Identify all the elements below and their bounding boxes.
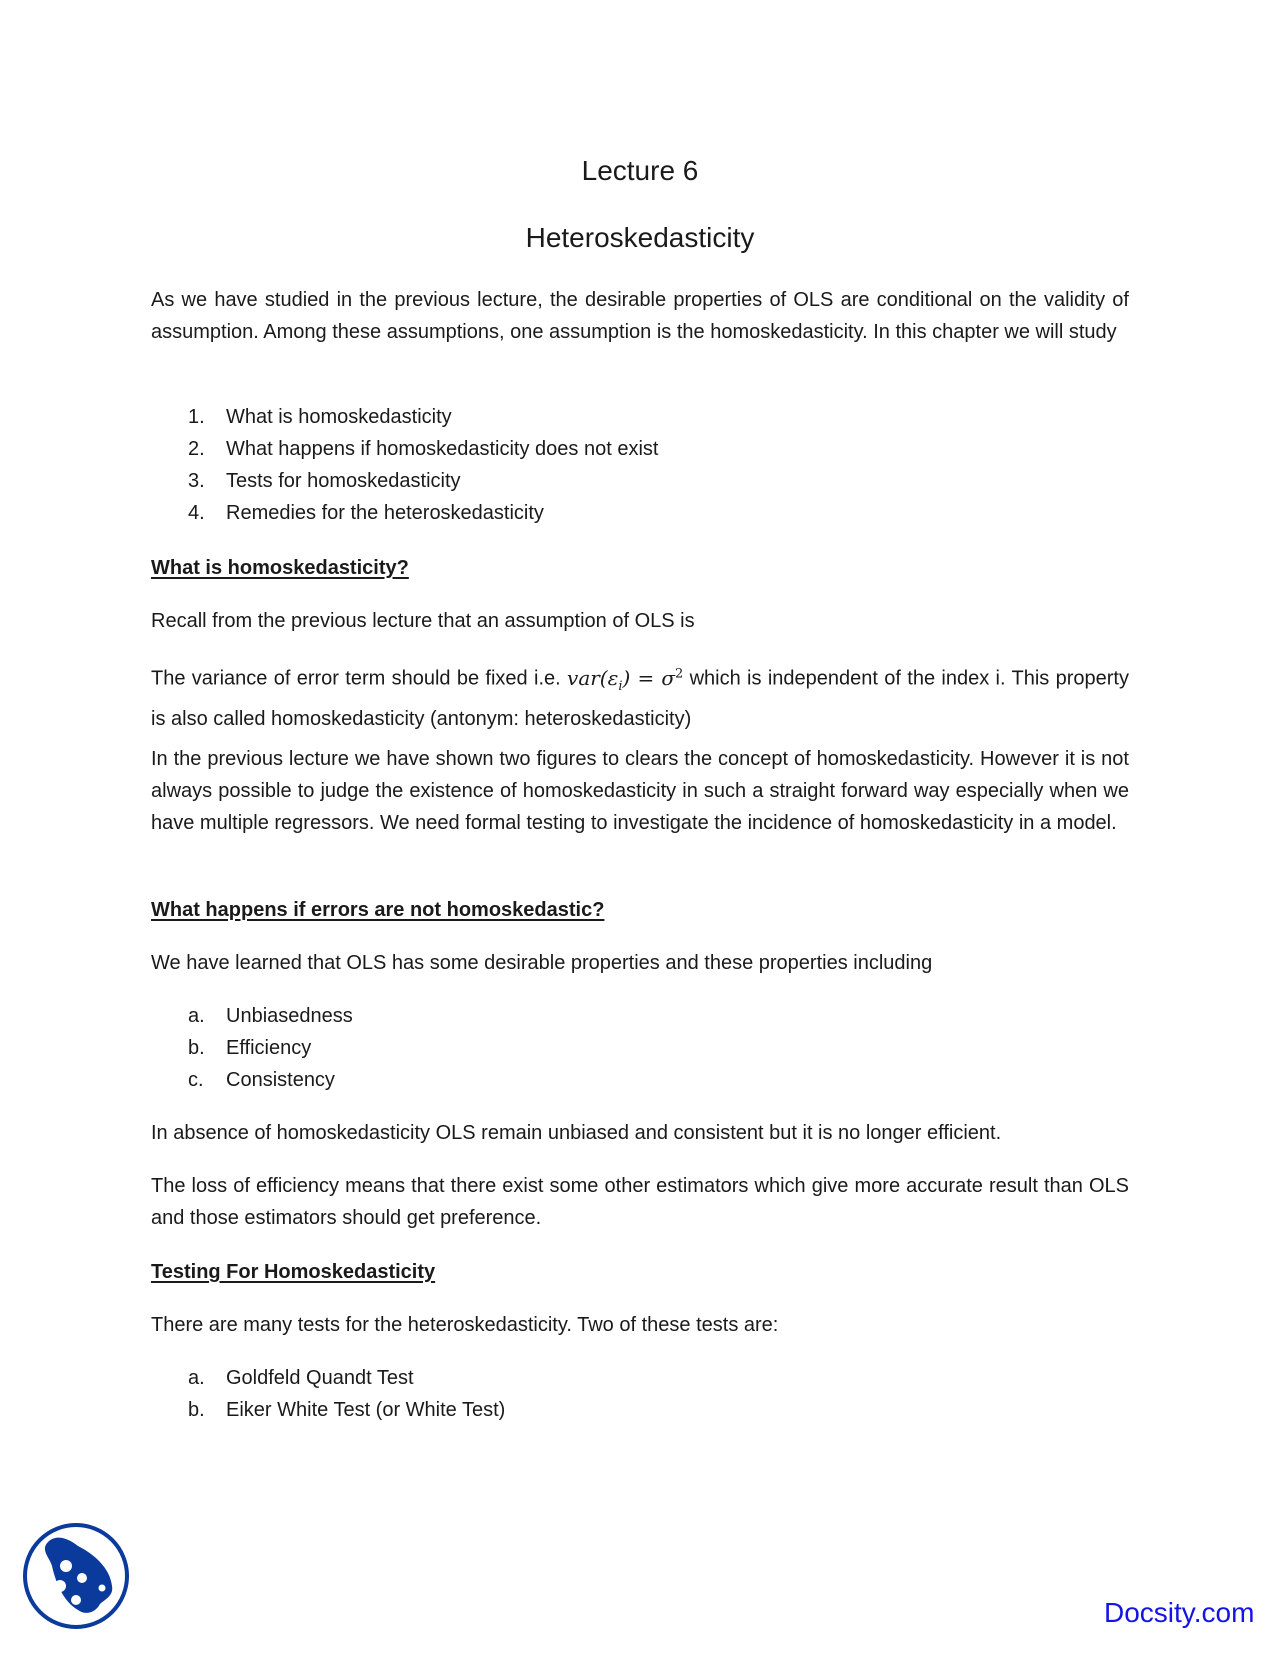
variance-text-before: The variance of error term should be fixed i.e. — [151, 667, 561, 690]
properties-list — [188, 1000, 353, 1096]
docsity-watermark-link[interactable]: Docsity.com — [1104, 1597, 1255, 1628]
outline-text: Remedies for the heteroskedasticity — [226, 502, 544, 524]
lecture-title: Lecture 6 — [581, 155, 699, 186]
property-item — [188, 1064, 353, 1096]
formula-lhs: var(ε — [567, 665, 619, 690]
lecture-subtitle: Heteroskedasticity — [525, 222, 755, 253]
section-heading-what-happens: What happens if errors are not homoskedastic? — [151, 899, 605, 921]
outline-marker: 3. — [188, 470, 205, 492]
outline-text: Tests for homoskedasticity — [226, 470, 461, 492]
properties-intro: We have learned that OLS has some desirable properties and these properties including — [151, 952, 933, 974]
section-heading-testing: Testing For Homoskedasticity — [151, 1261, 436, 1283]
figures-paragraph: In the previous lecture we have shown two figures to clears the concept of homoskedasticity. However it is not always possible to judge the existence of homoskedasticity in such a straight forward way especially when we have multiple regressors. We need formal testing to investigate the incidence of homoskedasticity in a model. — [151, 748, 1129, 834]
tests-list — [188, 1362, 505, 1426]
formula-subscript: i — [618, 678, 623, 694]
property-text: Unbiasedness — [226, 1005, 353, 1027]
property-marker: b. — [188, 1037, 205, 1059]
outline-item — [188, 433, 658, 465]
outline-item — [188, 465, 658, 497]
outline-text: What is homoskedasticity — [226, 406, 452, 428]
outline-marker: 1. — [188, 406, 205, 428]
recall-paragraph: Recall from the previous lecture that an assumption of OLS is — [151, 610, 695, 632]
outline-item — [188, 497, 658, 529]
variance-formula — [567, 665, 684, 694]
outline-list — [188, 401, 658, 529]
docsity-logo-icon[interactable] — [20, 1520, 132, 1632]
test-text: Goldfeld Quandt Test — [226, 1367, 414, 1389]
outline-text: What happens if homoskedasticity does not exist — [226, 438, 659, 460]
property-item — [188, 1000, 353, 1032]
test-item — [188, 1362, 505, 1394]
property-marker: c. — [188, 1069, 204, 1091]
property-item — [188, 1032, 353, 1064]
intro-paragraph: As we have studied in the previous lecture, the desirable properties of OLS are conditional on the validity of assumption. Among these assumptions, one assumption is the homoskedasticity. In this chapter we will study — [151, 289, 1129, 343]
formula-superscript: 2 — [674, 666, 684, 681]
variance-text-after: which is independent of the index i. This property is also called homoskedasticity (antonym: heteroskedasticity) — [151, 667, 1129, 730]
variance-paragraph — [151, 658, 1129, 735]
test-marker: a. — [188, 1367, 205, 1389]
property-marker: a. — [188, 1005, 205, 1027]
property-text: Consistency — [226, 1069, 335, 1091]
section-heading-what-is: What is homoskedasticity? — [151, 557, 409, 579]
test-item — [188, 1394, 505, 1426]
outline-marker: 2. — [188, 438, 205, 460]
efficiency-loss-paragraph: The loss of efficiency means that there exist some other estimators which give more accurate result than OLS and those estimators should get preference. — [151, 1175, 1129, 1229]
formula-rhs: ) = σ — [622, 665, 675, 690]
tests-intro: There are many tests for the heteroskedasticity. Two of these tests are: — [151, 1314, 779, 1336]
test-text: Eiker White Test (or White Test) — [226, 1399, 506, 1421]
absence-paragraph: In absence of homoskedasticity OLS remain unbiased and consistent but it is no longer efficient. — [151, 1122, 1002, 1144]
outline-marker: 4. — [188, 502, 205, 524]
property-text: Efficiency — [226, 1037, 312, 1059]
test-marker: b. — [188, 1399, 205, 1421]
outline-item — [188, 401, 658, 433]
